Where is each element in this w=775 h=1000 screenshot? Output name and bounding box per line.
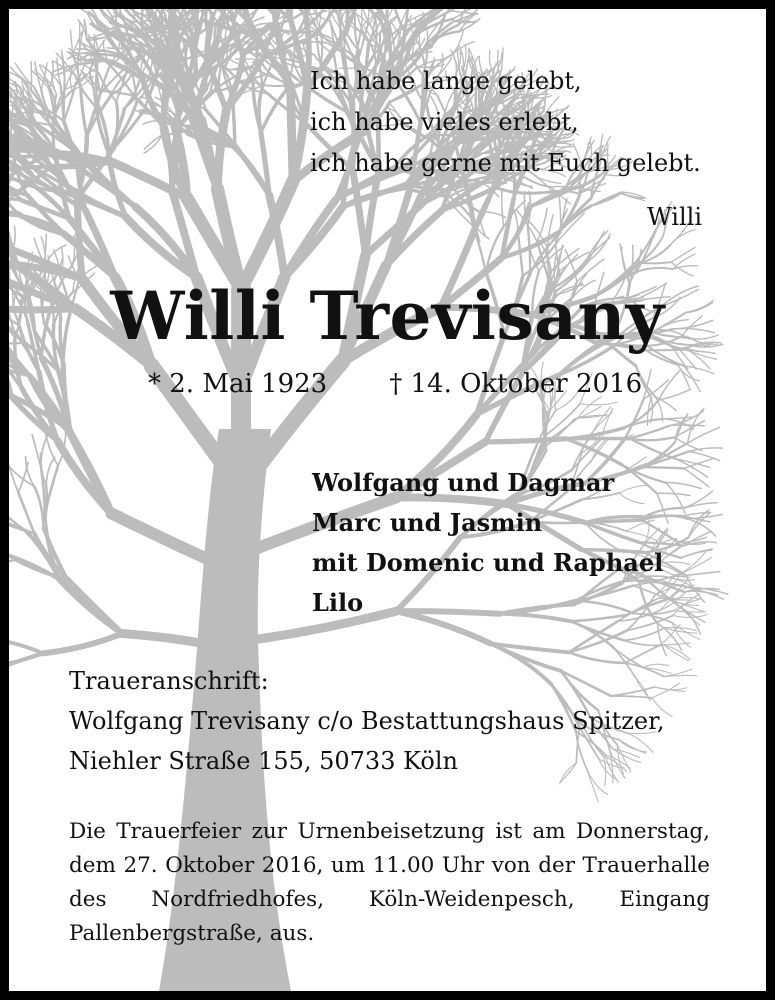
tree-branch — [9, 212, 19, 214]
tree-branch — [630, 437, 674, 440]
life-dates — [148, 369, 642, 399]
tree-branch — [689, 451, 720, 460]
deceased-name: Willi Trevisany — [110, 277, 665, 355]
poem-line: ich habe gerne mit Euch gelebt. — [310, 149, 701, 177]
birth-date: * 2. Mai 1923 — [148, 369, 328, 399]
address-line: Wolfgang Trevisany c/o Bestattungshaus Spitzer, — [69, 707, 665, 735]
poem-line: ich habe vieles erlebt, — [310, 108, 579, 136]
tree-branch — [165, 84, 167, 128]
tree-branch — [9, 638, 43, 653]
tree-branch — [302, 42, 329, 44]
tree-branch — [664, 645, 690, 659]
tree-branch — [9, 560, 17, 573]
tree-branch — [688, 519, 716, 536]
mourning-address — [69, 661, 665, 781]
tree-branch — [107, 48, 127, 49]
tree-branch — [636, 262, 672, 263]
tree-branch — [688, 427, 720, 443]
tree-branch — [580, 402, 617, 405]
tree-branch — [502, 189, 504, 226]
tree-branch — [259, 89, 262, 133]
tree-branch — [284, 200, 335, 277]
poem-line: Ich habe lange gelebt, — [310, 67, 582, 95]
service-info: Die Trauerfeier zur Urnenbeisetzung ist am Donnerstag, dem 27. Oktober 2016, um 11.00 Uhr von der Trauerhalle des Nordfriedhofes, Köln-Weidenpesch, Eingang Pallenbergstraße, aus. — [69, 819, 710, 946]
tree-branch — [679, 557, 712, 574]
family-member: Marc und Jasmin — [312, 508, 543, 537]
family-member: Wolfgang und Dagmar — [312, 468, 615, 497]
tree-branch — [624, 419, 664, 428]
tree-branch — [518, 234, 523, 276]
tree-branch — [686, 572, 720, 576]
family-list — [312, 463, 663, 623]
tree-branch — [165, 128, 172, 191]
tree-branch — [666, 483, 701, 489]
tree-branch — [43, 633, 122, 653]
tree-branch — [144, 135, 162, 153]
poem — [310, 61, 701, 184]
tree-branch — [9, 461, 18, 493]
tree-branch — [319, 9, 321, 26]
address-label: Traueranschrift: — [69, 667, 269, 695]
poem-signature: Willi — [647, 203, 702, 231]
tree-branch — [663, 417, 692, 419]
tree-branch — [589, 231, 604, 260]
tree-branch — [684, 468, 709, 486]
tree-branch — [636, 268, 672, 272]
tree-branch — [233, 100, 235, 145]
family-member: mit Domenic und Raphael — [312, 548, 664, 577]
tree-branch — [681, 550, 712, 558]
tree-branch — [34, 486, 43, 528]
tree-branch — [636, 241, 651, 272]
family-member: Lilo — [312, 588, 364, 617]
tree-branch — [624, 640, 664, 645]
tree-branch — [591, 192, 621, 205]
death-date: † 14. Oktober 2016 — [389, 369, 643, 399]
tree-branch — [59, 579, 122, 633]
tree-branch — [32, 434, 41, 468]
tree-branch — [664, 645, 688, 661]
address-line: Niehler Straße 155, 50733 Köln — [69, 747, 458, 775]
tree-branch — [41, 432, 49, 468]
